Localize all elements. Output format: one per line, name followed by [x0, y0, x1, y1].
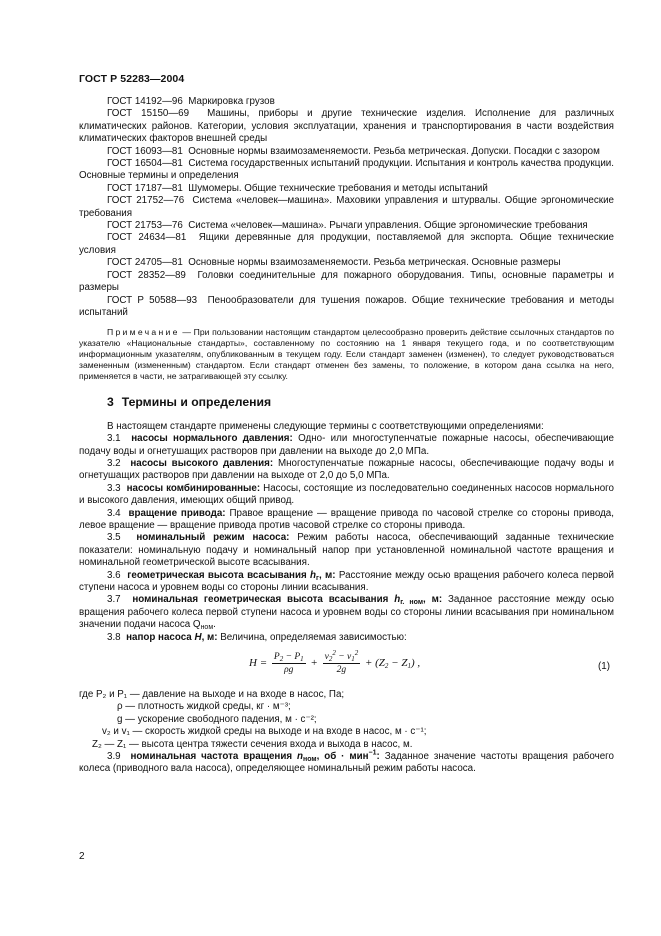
- term-name: номинальная частота вращения $n_{ном}$, об · мин$^{-1}$:: [130, 749, 380, 764]
- reference-item: [79, 257, 614, 269]
- legend-line: Z₂ — Z₁ — высота центра тяжести сечения входа и выхода в насос, м.: [92, 738, 413, 750]
- reference-title: Система государственных испытаний продукции. Испытания и контроль качества продукции. Основные термины и определения: [79, 158, 614, 182]
- section-heading: [107, 396, 614, 408]
- reference-item: [79, 295, 614, 320]
- reference-title: Основные нормы взаимозаменяемости. Резьба метрическая. Основные размеры: [188, 257, 561, 269]
- reference-title: Пенообразователи для тушения пожаров. Общие технические требования и методы испытаний: [79, 294, 614, 318]
- term-number: 3.6: [107, 569, 121, 581]
- term-3-9: [79, 751, 614, 776]
- reference-item: [79, 195, 614, 220]
- term-name: геометрическая высота всасывания $h_г$, м:: [127, 569, 336, 582]
- reference-code: ГОСТ 28352—89: [107, 269, 186, 281]
- term-3-6: [79, 570, 614, 595]
- formula-number: (1): [598, 661, 610, 673]
- term-definition: Заданное расстояние между осью вращения рабочего колеса первой ступени насоса и уровнем воды со стороны линии всасывания при номинальном значении подачи насоса $Q_{ном}$.: [79, 594, 614, 632]
- term-3-7: [79, 594, 614, 631]
- reference-title: Система «человек—машина». Маховики управления и штурвалы. Общие эргономические требования: [79, 195, 614, 219]
- reference-item: [79, 108, 614, 145]
- reference-item: [79, 232, 614, 257]
- legend-line: v₂ и v₁ — скорость жидкой среды на выходе и на входе в насос, м · с⁻¹;: [102, 726, 427, 738]
- legend-line: ρ — плотность жидкой среды, кг · м⁻³;: [117, 701, 291, 713]
- term-definition: Правое вращение — вращение привода по часовой стрелке со стороны привода, левое вращение — вращение привода против часовой стрелке со стороны привода.: [79, 507, 614, 531]
- term-3-4: [79, 508, 614, 533]
- reference-code: ГОСТ 15150—69: [107, 108, 190, 120]
- page-number: 2: [79, 851, 85, 862]
- reference-title: Машины, приборы и другие технические изделия. Исполнение для различных климатических районов. Категории, условия эксплуатации, хранения и транспортирования в части воздействия климатических факторов внешней среды: [79, 108, 614, 145]
- note-label: Примечание: [107, 327, 180, 338]
- reference-title: Система «человек—машина». Рычаги управления. Общие эргономические требования: [188, 220, 588, 232]
- term-definition: Расстояние между осью вращения рабочего колеса первой ступени насоса и уровнем воды со стороны линии всасывания.: [79, 569, 614, 593]
- term-number: 3.4: [107, 507, 121, 519]
- page-body: [79, 96, 614, 776]
- reference-code: ГОСТ 17187—81: [107, 182, 183, 194]
- term-name: насосы нормального давления:: [131, 433, 293, 445]
- formula-block: [79, 647, 614, 685]
- reference-item: [79, 96, 614, 108]
- term-3-2: [79, 458, 614, 483]
- reference-item: [79, 183, 614, 195]
- term-name: вращение привода:: [128, 507, 226, 519]
- intro-paragraph: В настоящем стандарте применены следующие термины с соответствующими определениями:: [107, 420, 544, 432]
- section-number: 3: [107, 395, 114, 410]
- term-3-5: [79, 532, 614, 569]
- term-number: 3.2: [107, 457, 121, 469]
- note-block: [79, 327, 614, 381]
- section-title: Термины и определения: [121, 395, 272, 410]
- term-number: 3.1: [107, 433, 121, 445]
- head-formula: H = $\frac{P_2 - P_1}{\rho g}$ + $\frac{v_2^2 - v_1^2}{2g}$ + $(Z_2 - Z_1)$ ,: [249, 648, 421, 676]
- term-definition: Одно- или многоступенчатые пожарные насосы, обеспечивающие подачу воды и огнетушащих растворов при давлении на выходе до 2,0 МПа.: [79, 433, 614, 457]
- reference-item: [79, 270, 614, 295]
- reference-title: Маркировка грузов: [188, 96, 275, 107]
- reference-item: [79, 220, 614, 232]
- term-definition: Заданное значение частоты вращения рабочего колеса (приводного вала насоса), определяющее номинальный режим работы насоса.: [79, 751, 614, 775]
- term-number: 3.3: [107, 482, 121, 494]
- term-name: номинальная геометрическая высота всасывания $h_{г. ном}$, м:: [132, 594, 443, 607]
- legend-line: где P₂ и P₁ — давление на выходе и на входе в насос, Па;: [79, 689, 345, 701]
- reference-title: Головки соединительные для пожарного оборудования. Типы, основные параметры и размеры: [79, 269, 614, 294]
- reference-title: Ящики деревянные для продукции, поставляемой для экспорта. Общие технические условия: [79, 232, 614, 256]
- term-number: 3.5: [107, 532, 121, 544]
- reference-code: ГОСТ 21753—76: [107, 220, 183, 232]
- term-number: 3.9: [107, 751, 121, 763]
- legend-line: g — ускорение свободного падения, м · с⁻²;: [117, 713, 317, 725]
- term-definition: Многоступенчатые пожарные насосы, обеспечивающие подачу воды и огнетушащих растворов при давлении на выходе от 2,0 до 5,0 МПа.: [79, 457, 614, 482]
- reference-title: Шумомеры. Общие технические требования и методы испытаний: [188, 182, 488, 194]
- term-number: 3.7: [107, 594, 121, 606]
- variable-legend: [79, 689, 614, 751]
- reference-code: ГОСТ 24705—81: [107, 257, 183, 269]
- reference-title: Основные нормы взаимозаменяемости. Резьба метрическая. Допуски. Посадки с зазором: [188, 145, 600, 157]
- reference-item: [79, 146, 614, 158]
- term-3-1: [79, 433, 614, 458]
- reference-code: ГОСТ 16093—81: [107, 145, 183, 157]
- reference-item: [79, 158, 614, 183]
- term-number: 3.8: [107, 631, 121, 643]
- page-header: ГОСТ Р 52283—2004: [79, 73, 185, 85]
- term-definition: Режим работы насоса, обеспечивающий заданные технические показатели: номинальную подачу и номинальный напор при установленной номинальной частоте вращения и номинальной геометрической высоте всасывания.: [79, 532, 614, 569]
- reference-code: ГОСТ Р 50588—93: [107, 294, 198, 306]
- reference-code: ГОСТ 16504—81: [107, 158, 183, 170]
- term-definition: Величина, определяемая зависимостью:: [220, 631, 407, 643]
- term-name: насосы комбинированные:: [126, 482, 261, 494]
- term-name: напор насоса H, м:: [126, 631, 218, 643]
- term-3-3: [79, 483, 614, 508]
- term-name: насосы высокого давления:: [130, 457, 274, 469]
- term-name: номинальный режим насоса:: [136, 532, 290, 544]
- reference-code: ГОСТ 21752—76: [107, 195, 185, 207]
- term-3-8: [79, 632, 614, 644]
- reference-code: ГОСТ 24634—81: [107, 232, 187, 244]
- note-text: — При пользовании настоящим стандартом целесообразно проверить действие ссылочных стандартов по указателю «Национальные стандарты», составленному по состоянию на 1 января текущего года, и по соответствующим информационным указателям, опубликованным в текущем году. Если стандарт заменен (изменен), то следует руководствоваться замененным (измененным) стандартом. Если стандарт отменен без замены, то положение, в котором дана ссылка на него, применяется в части, не затрагивающей эту ссылку.: [79, 327, 614, 381]
- reference-list: [79, 96, 614, 319]
- reference-code: ГОСТ 14192—96: [107, 96, 183, 107]
- term-definition: Насосы, состоящие из последовательно соединенных насосов нормального и высокого давления, имеющих общий привод.: [79, 482, 614, 507]
